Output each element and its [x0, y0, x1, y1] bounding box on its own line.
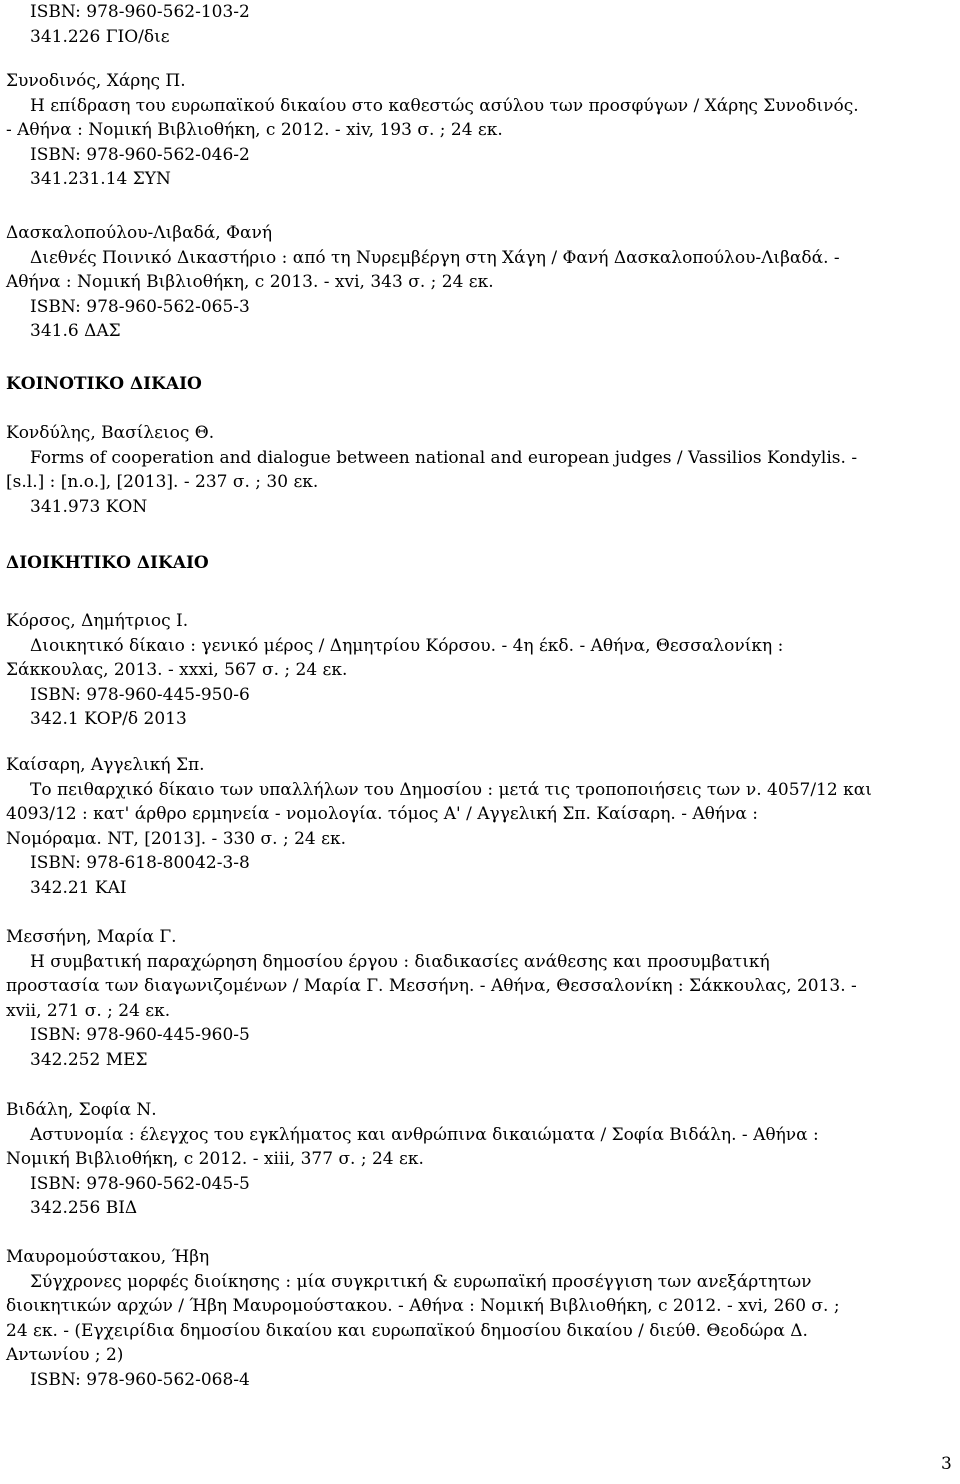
- call-number: 341.973 ΚΟΝ: [30, 496, 148, 517]
- call-number: 341.6 ΔΑΣ: [30, 321, 121, 341]
- entry-publication: Σάκκουλας, 2013. - xxxi, 567 σ. ; 24 εκ.: [6, 660, 348, 680]
- entry-author: Μεσσήνη, Μαρία Γ.: [6, 927, 177, 947]
- catalog-entry: [6, 1098, 906, 1221]
- call-number: 342.21 ΚΑΙ: [30, 877, 127, 898]
- catalog-entry: [6, 0, 906, 49]
- entry-author: Συνοδινός, Χάρης Π.: [6, 71, 186, 91]
- entry-publication: - Αθήνα : Νομική Βιβλιοθήκη, c 2012. - xiv, 193 σ. ; 24 εκ.: [6, 120, 503, 140]
- isbn-line: ISBN: 978-960-562-046-2: [30, 144, 250, 165]
- call-number: 342.1 ΚΟΡ/δ 2013: [30, 709, 187, 729]
- section-heading: ΔΙΟΙΚΗΤΙΚΟ ΔΙΚΑΙΟ: [6, 553, 209, 573]
- entry-title-cont: 4093/12 : κατ' άρθρο ερμηνεία - νομολογία. τόμος Α' / Αγγελική Σπ. Καίσαρη. - Αθήνα :: [6, 804, 759, 824]
- entry-title: Η συμβατική παραχώρηση δημοσίου έργου : διαδικασίες ανάθεσης και προσυμβατική: [30, 951, 770, 972]
- catalog-entry: [6, 421, 906, 519]
- call-number: 341.226 ΓΙΟ/διε: [30, 26, 170, 47]
- isbn-line: ISBN: 978-960-562-065-3: [30, 296, 250, 317]
- isbn-line: ISBN: 978-960-562-103-2: [30, 2, 250, 22]
- catalog-entry: [6, 753, 906, 900]
- entry-publication: Νομόραμα. ΝΤ, [2013]. - 330 σ. ; 24 εκ.: [6, 828, 346, 849]
- isbn-line: ISBN: 978-960-562-045-5: [30, 1173, 250, 1194]
- entry-author: Μαυρομούστακου, Ήβη: [6, 1247, 210, 1267]
- catalog-entry: [6, 69, 906, 192]
- catalog-entry: [6, 609, 906, 732]
- entry-author: Κόρσος, Δημήτριος Ι.: [6, 611, 189, 631]
- isbn-line: ISBN: 978-960-445-960-5: [30, 1025, 250, 1045]
- entry-title: Forms of cooperation and dialogue between national and european judges / Vassilios Kondylis. -: [30, 447, 858, 468]
- entry-series: 24 εκ. - (Εγχειρίδια δημοσίου δικαίου και ευρωπαϊκού δημοσίου δικαίου / διεύθ. Θεοδώρα Δ.: [6, 1320, 808, 1341]
- catalog-entry: [6, 925, 906, 1072]
- isbn-line: ISBN: 978-960-562-068-4: [30, 1369, 250, 1390]
- entry-publication: xvii, 271 σ. ; 24 εκ.: [6, 1000, 171, 1021]
- entry-series-cont: Αντωνίου ; 2): [6, 1345, 124, 1365]
- entry-title-cont: προστασία των διαγωνιζομένων / Μαρία Γ. Μεσσήνη. - Αθήνα, Θεσσαλονίκη : Σάκκουλας, 2013. -: [6, 976, 857, 996]
- entry-title: Η επίδραση του ευρωπαϊκού δικαίου στο καθεστώς ασύλου των προσφύγων / Χάρης Συνοδινός.: [30, 95, 859, 116]
- entry-title: Διοικητικό δίκαιο : γενικό μέρος / Δημητρίου Κόρσου. - 4η έκδ. - Αθήνα, Θεσσαλονίκη :: [30, 635, 784, 656]
- isbn-line: ISBN: 978-618-80042-3-8: [30, 853, 250, 873]
- call-number: 342.252 ΜΕΣ: [30, 1049, 148, 1070]
- isbn-line: ISBN: 978-960-445-950-6: [30, 684, 250, 705]
- call-number: 342.256 ΒΙΔ: [30, 1198, 138, 1218]
- catalog-entry: [6, 1245, 906, 1392]
- entry-title: Σύγχρονες μορφές διοίκησης : μία συγκριτική & ευρωπαϊκή προσέγγιση των ανεξάρτητων: [30, 1271, 812, 1292]
- entry-publication: Αθήνα : Νομική Βιβλιοθήκη, c 2013. - xvi, 343 σ. ; 24 εκ.: [6, 272, 494, 292]
- entry-author: Βιδάλη, Σοφία Ν.: [6, 1100, 157, 1120]
- entry-title: Αστυνομία : έλεγχος του εγκλήματος και ανθρώπινα δικαιώματα / Σοφία Βιδάλη. - Αθήνα :: [30, 1124, 819, 1145]
- entry-title-cont: διοικητικών αρχών / Ήβη Μαυρομούστακου. - Αθήνα : Νομική Βιβλιοθήκη, c 2012. - xvi, 260 σ. ;: [6, 1296, 840, 1316]
- entry-title: Το πειθαρχικό δίκαιο των υπαλλήλων του Δημοσίου : μετά τις τροποποιήσεις των ν. 4057/12 και: [30, 779, 872, 800]
- entry-publication: Νομική Βιβλιοθήκη, c 2012. - xiii, 377 σ. ; 24 εκ.: [6, 1149, 424, 1169]
- section-heading: ΚΟΙΝΟΤΙΚΟ ΔΙΚΑΙΟ: [6, 374, 202, 394]
- entry-title: Διεθνές Ποινικό Δικαστήριο : από τη Νυρεμβέργη στη Χάγη / Φανή Δασκαλοπούλου-Λιβαδά. -: [30, 247, 840, 268]
- page-number: 3: [941, 1454, 952, 1474]
- call-number: 341.231.14 ΣΥΝ: [30, 169, 171, 189]
- catalog-entry: [6, 221, 906, 344]
- entry-author: Καίσαρη, Αγγελική Σπ.: [6, 755, 205, 775]
- entry-author: Κονδύλης, Βασίλειος Θ.: [6, 423, 215, 443]
- entry-author: Δασκαλοπούλου-Λιβαδά, Φανή: [6, 223, 273, 243]
- entry-publication: [s.l.] : [n.o.], [2013]. - 237 σ. ; 30 εκ.: [6, 472, 319, 492]
